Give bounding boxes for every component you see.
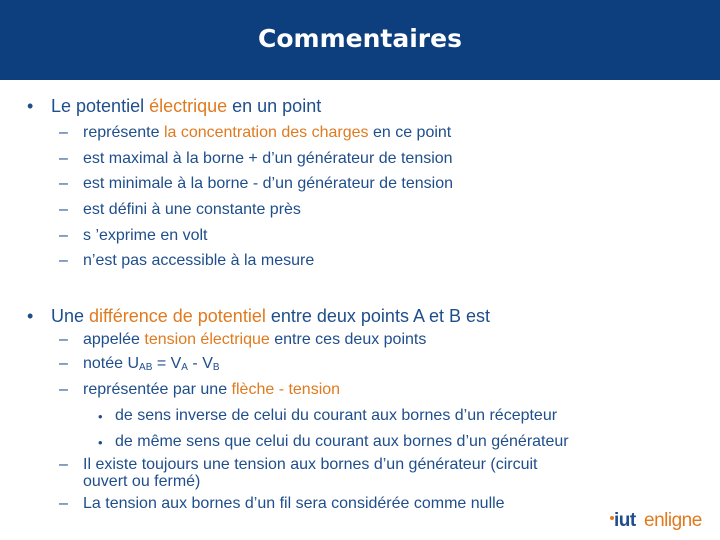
dash-icon: – [59,355,68,372]
iutenligne-logo: iut enligne [610,504,706,534]
dash-icon: – [59,381,68,398]
section2-intro-highlight: différence de potentiel [89,306,266,326]
bullet-icon: • [27,96,34,116]
highlight-text: tension électrique [144,331,270,348]
dash-icon: – [59,456,68,473]
dash-icon: – [59,201,68,218]
bullet-icon: • [27,306,34,326]
dash-icon: – [59,227,68,244]
section1-intro-highlight: électrique [149,96,228,116]
dash-icon: – [59,252,68,269]
section1-intro-text-end: en un point [227,96,322,116]
dash-icon: – [59,175,68,192]
dash-icon: – [59,124,68,141]
dash-icon: – [59,331,68,348]
highlight-text: flèche - tension [231,381,341,398]
dash-icon: – [59,150,68,167]
title-bar [0,0,720,80]
bullet-icon: • [98,435,103,450]
page-title: Commentaires [258,24,462,53]
dash-icon: – [59,495,68,512]
section2-intro-text-end: entre deux points A et B est [265,306,490,326]
section2-intro-text: Une [51,306,90,326]
section1-intro-text: Le potentiel [51,96,150,116]
bullet-icon: • [98,409,103,424]
highlight-text: la concentration des charges [163,124,369,141]
